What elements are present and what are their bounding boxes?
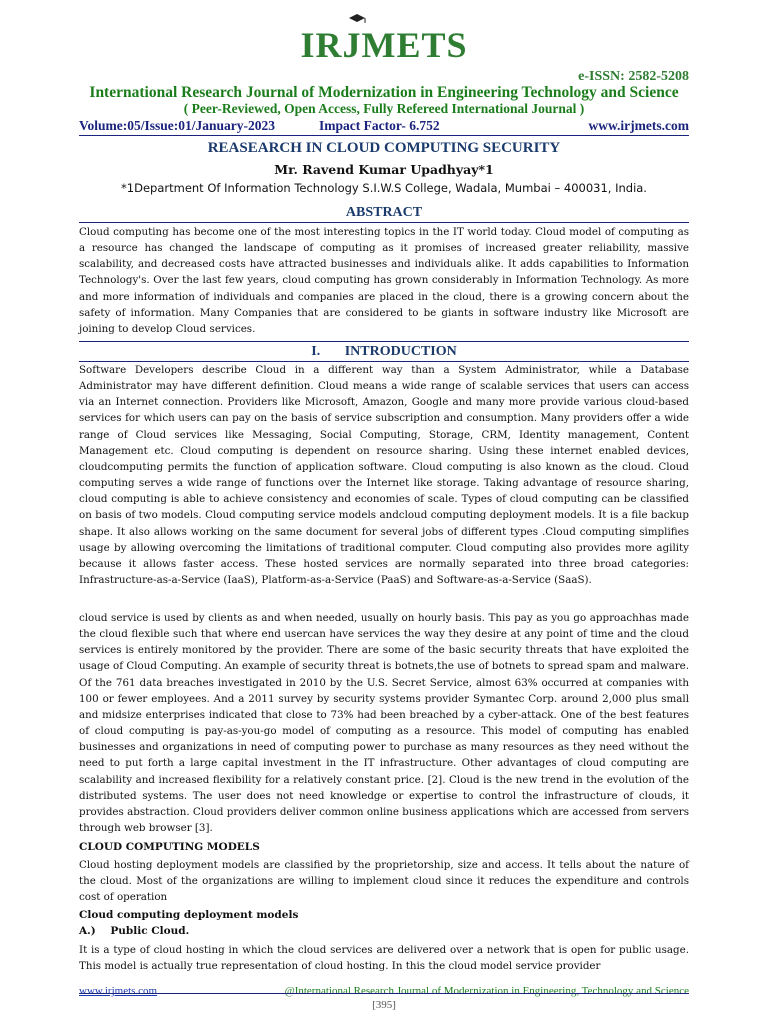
public-cloud-heading: A.) Public Cloud. [79, 925, 190, 937]
journal-title: International Research Journal of Modernization in Engineering Technology and Science [89, 84, 679, 101]
footer-copyright: @International Research Journal of Modernization in Engineering, Technology and Science [284, 985, 689, 997]
models-text: Cloud hosting deployment models are classified by the proprietorship, size and access. It tells about the nature of the cloud. Most of the organizations are willing to implement cloud since it reduces the expenditure and controls cost of operation [79, 859, 689, 904]
author-name: Mr. Ravend Kumar Upadhyay*1 [274, 162, 494, 177]
volume-issue: Volume:05/Issue:01/January-2023 [79, 118, 276, 133]
header-website-link[interactable]: www.irjmets.com [588, 118, 689, 133]
introduction-heading: I. INTRODUCTION [311, 344, 457, 359]
abstract-top-rule [79, 222, 689, 223]
footer-website-link[interactable]: www.irjmets.com [79, 985, 158, 997]
author-affiliation: *1Department Of Information Technology S.I.W.S College, Wadala, Mumbai – 400031, India. [121, 181, 647, 195]
header-divider [79, 135, 689, 136]
models-heading: CLOUD COMPUTING MODELS [79, 841, 260, 853]
logo-text: IRJMETS [300, 25, 468, 65]
volume-line [79, 118, 689, 134]
journal-subtitle: ( Peer-Reviewed, Open Access, Fully Refereed International Journal ) [183, 101, 585, 116]
page-number: [395] [372, 999, 396, 1011]
impact-factor: Impact Factor- 6.752 [319, 118, 440, 133]
introduction-paragraph-1: Software Developers describe Cloud in a different way than a System Administrator, while a Database Administrator may have different definition. Cloud means a wide range of scalable services that users can access via an Internet connection. Providers like Microsoft, Amazon, Google and many more provide various cloud-based services for which users can pay on the basis of service subscription and consumption. Many providers offer a wide range of Cloud services like Messaging, Social Computing, Storage, CRM, Identity management, Content Management etc. Cloud computing is dependent on resource sharing. Using these internet enabled devices, cloudcomputing permits the function of application software. Cloud computing is also known as the cloud. Cloud computing serves a wide range of functions over the Internet like storage. Taking advantage of resource sharing, cloud computing is able to achieve consistency and economies of scale. Types of cloud computing can be classified on basis of two models. Cloud computing service models andcloud computing deployment models. It is a file backup shape. It also allows working on the same document for several jobs of different types .Cloud computing simplifies usage by allowing overcoming the limitations of traditional computer. Cloud computing also provides more agility because it allows faster access. These hosted services are normally separated into three broad categories: Infrastructure-as-a-Service (IaaS), Platform-as-a-Service (PaaS) and Software-as-a-Service (SaaS). [79, 364, 689, 587]
journal-logo [0, 14, 768, 70]
abstract-bottom-rule [79, 341, 689, 342]
deployment-models-heading: Cloud computing deployment models [79, 909, 299, 921]
footer-divider [79, 993, 689, 994]
abstract-text: Cloud computing has become one of the most interesting topics in the IT world today. Cloud model of computing as a resource has changed the landscape of computing as it promises of increased greater reliability, massive scalability, and decreased costs have attracted businesses and individuals alike. It adds capabilities to Information Technology's. Over the last few years, cloud computing has grown considerably in Information Technology. As more and more information of individuals and companies are placed in the cloud, there is a growing concern about the safety of information. Many Companies that are considered to be giants in software industry like Microsoft are joining to develop Cloud services. [79, 226, 689, 335]
introduction-paragraph-2: cloud service is used by clients as and when needed, usually on hourly basis. This pay as you go approachhas made the cloud flexible such that where end usercan have services the way they desire at any point of time and the cloud services is entirely monitored by the provider. There are some of the basic security threats that have exploited the usage of Cloud Computing. An example of security threat is botnets,the use of botnets to spread spam and malware. Of the 761 data breaches investigated in 2010 by the U.S. Secret Service, almost 63% occurred at companies with 100 or fewer employees. And a 2011 survey by security systems provider Symantec Corp. around 2,000 plus small and midsize enterprises indicated that close to 73% had been breached by a cyber-attack. One of the best features of cloud computing is pay-as-you-go model of computing as a resource. This model of computing has enabled businesses and organizations in need of computing power to purchase as many resources as they need without the need to put forth a large capital investment in the IT infrastructure. Other advantages of cloud computing are scalability and increased flexibility for a relatively constant price. [2]. Cloud is the new trend in the evolution of the distributed systems. The user does not need knowledge or expertise to control the infrastructure of clouds, it provides abstraction. Cloud providers deliver common online business applications which are accessed from servers through web browser [3]. [79, 612, 689, 835]
abstract-heading: ABSTRACT [345, 205, 423, 220]
issn: e-ISSN: 2582-5208 [578, 69, 689, 84]
public-cloud-text: It is a type of cloud hosting in which the cloud services are delivered over a network that is open for public usage. This model is actually true representation of cloud hosting. In this the cloud model service provider [79, 944, 689, 973]
paper-title: REASEARCH IN CLOUD COMPUTING SECURITY [207, 140, 561, 156]
